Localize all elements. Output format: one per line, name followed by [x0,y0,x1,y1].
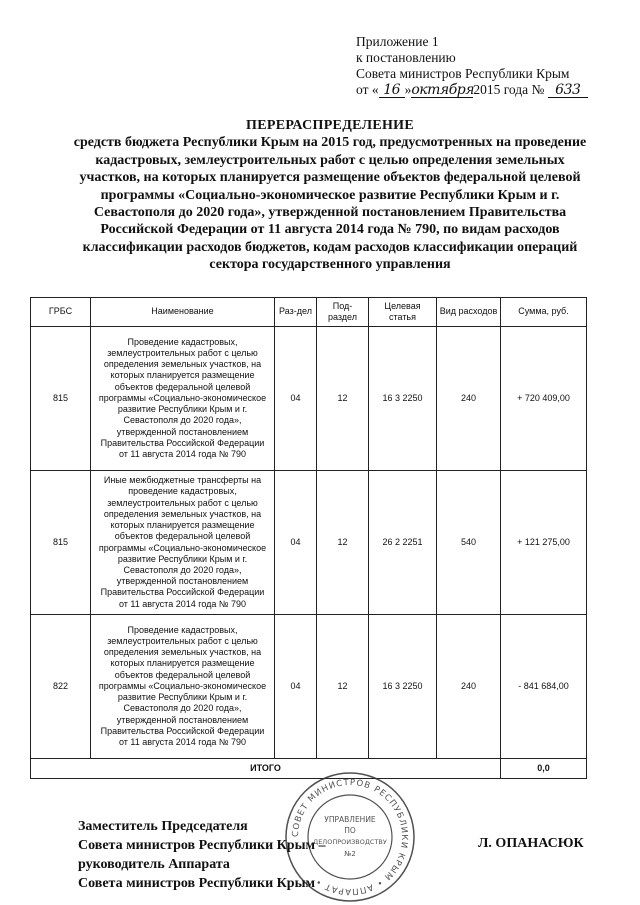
appendix-line-1: Приложение 1 [356,34,439,49]
budget-table [30,297,587,779]
cell-vid: 240 [437,327,501,471]
signature-line-3: руководитель Аппарата [78,857,230,872]
cell-podrazdel: 12 [317,327,369,471]
appendix-line-3: Совета министров Республики Крым [356,66,570,81]
cell-target: 16 3 2250 [369,615,437,759]
signer-name: Л. ОПАНАСЮК [478,836,584,851]
appendix-line-2: к постановлению [356,50,456,65]
cell-razdel: 04 [275,615,317,759]
header-podrazdel: Под-раздел [317,298,369,327]
cell-name: Иные межбюджетные трансферты на проведение кадастровых, землеустроительных работ с целью определения земельных участков, на которых планируется размещение объектов федеральной целевой программы «Социально-экономическое развитие Республики Крым и г. Севастополя до 2020 года», утвержденной постановлением Правительства Российской Федерации от 11 августа 2014 года № 790 [91,471,275,615]
header-razdel: Раз-дел [275,298,317,327]
appendix-date-line [356,82,626,98]
cell-podrazdel: 12 [317,615,369,759]
table-header-row [31,298,587,327]
appendix-block [356,34,626,98]
stamp-ring-path: СОВЕТ МИНИСТРОВ РЕСПУБЛИКИ КРЫМ • АППАРАТ • [290,777,410,897]
signature-line-2: Совета министров Республики Крым – [78,838,326,853]
cell-grbs: 815 [31,327,91,471]
date-month: октября [411,82,474,98]
document-title [70,117,590,274]
cell-target: 26 2 2251 [369,471,437,615]
cell-sum: + 121 275,00 [501,471,587,615]
cell-sum: + 720 409,00 [501,327,587,471]
header-name: Наименование [91,298,275,327]
cell-grbs: 815 [31,471,91,615]
table-row [31,471,587,615]
cell-target: 16 3 2250 [369,327,437,471]
stamp-center-2: ПО [344,826,356,835]
date-day: 16 [379,83,405,98]
header-grbs: ГРБС [31,298,91,327]
header-vid: Вид расходов [437,298,501,327]
header-sum: Сумма, руб. [501,298,587,327]
date-mid: » [404,82,412,97]
title-heading: ПЕРЕРАСПРЕДЕЛЕНИЕ [246,118,414,133]
signature-block [78,817,598,893]
stamp-center-1: УПРАВЛЕНИЕ [324,815,376,824]
stamp-center-3: ДЕЛОПРОИЗВОДСТВУ [313,838,387,846]
table-row [31,615,587,759]
signature-line-4: Совета министров Республики Крым [78,876,316,891]
cell-vid: 540 [437,471,501,615]
cell-grbs: 822 [31,615,91,759]
total-value: 0,0 [501,759,587,779]
stamp-center-4: №2 [344,850,356,858]
cell-podrazdel: 12 [317,471,369,615]
cell-sum: - 841 684,00 [501,615,587,759]
cell-name: Проведение кадастровых, землеустроительных работ с целью определения земельных участков, на которых планируется размещение объектов федеральной целевой программы «Социально-экономическое развитие Республики Крым и г. Севастополя до 2020 года», утвержденной постановлением Правительства Российской Федерации от 11 августа 2014 года № 790 [91,615,275,759]
signature-line-1: Заместитель Председателя [78,819,248,834]
doc-number: 633 [548,83,588,98]
total-label: ИТОГО [31,759,501,779]
header-target: Целевая статья [369,298,437,327]
title-body: средств бюджета Республики Крым на 2015 год, предусмотренных на проведение кадастровых, землеустроительных работ с целью определения земельных участков, на которых планируется размещение объектов федеральной целевой программы «Социально-экономическое развитие Республики Крым и г. Севастополя до 2020 года», утвержденной постановлением Правительства Российской Федерации от 11 августа 2014 года № 790, по видам расходов классификации расходов бюджетов, кодам расходов классификации операций сектора государственного управления [73,135,587,273]
date-year: 2015 года № [473,82,545,97]
cell-razdel: 04 [275,327,317,471]
table-row [31,327,587,471]
cell-vid: 240 [437,615,501,759]
cell-razdel: 04 [275,471,317,615]
date-prefix: от « [356,82,379,97]
cell-name: Проведение кадастровых, землеустроительных работ с целью определения земельных участков, на которых планируется размещение объектов федеральной целевой программы «Социально-экономическое развитие Республики Крым и г. Севастополя до 2020 года», утвержденной постановлением Правительства Российской Федерации от 11 августа 2014 года № 790 [91,327,275,471]
